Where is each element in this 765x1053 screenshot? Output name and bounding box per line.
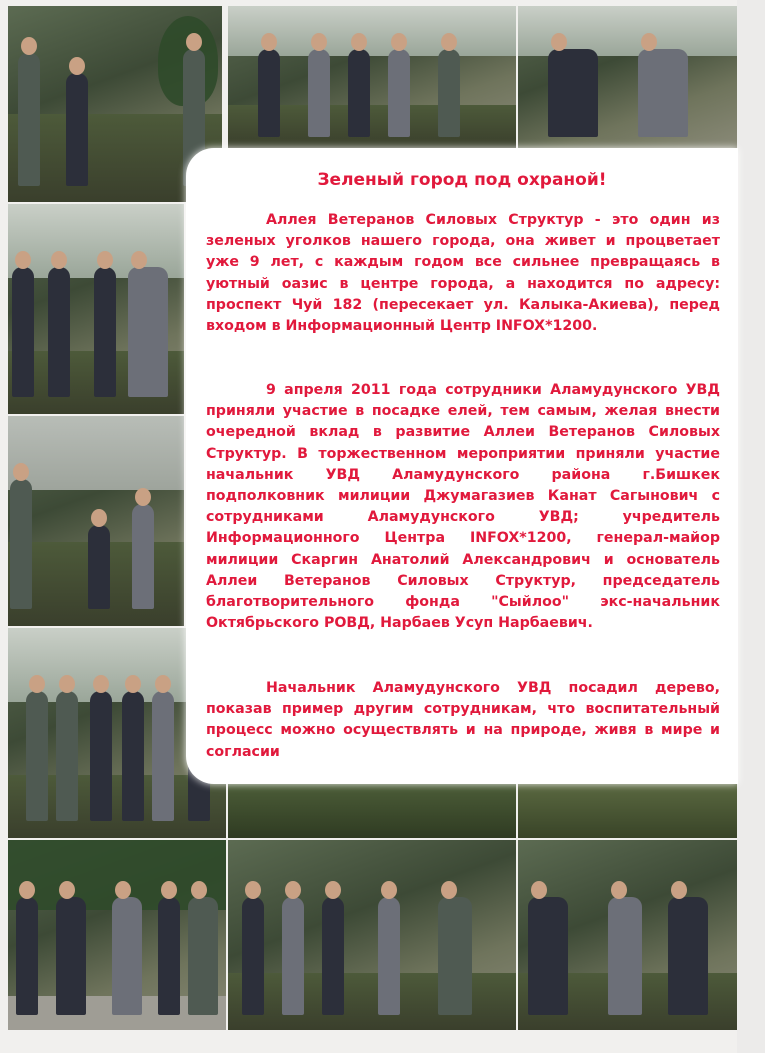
photo-garden-bottom-right: [518, 784, 740, 838]
article-title: Зеленый город под охраной!: [317, 170, 607, 190]
photo-planting-left-3: [8, 416, 184, 626]
article-paragraph-3: Начальник Аламудунского УВД посадил дерево, показав пример другим сотрудникам, что воспитательный процесс можно осуществлять и на природе, живя в мире и согласии: [206, 680, 720, 760]
page-edge: [737, 0, 765, 1053]
photo-group-bottom-middle: [228, 840, 516, 1030]
photo-group-top-middle: [228, 6, 516, 148]
photo-group-bottom-left: [8, 840, 226, 1030]
photo-garden-bottom-middle: [228, 784, 516, 838]
photo-group-bottom-right: [518, 840, 740, 1030]
article-paragraph-1: Аллея Ветеранов Силовых Структур - это один из зеленых уголков нашего города, она живет и процветает уже 9 лет, с каждым годом все сильнее превращаясь в уютный оазис в центре города, а находится по адресу: проспект Чуй 182 (пересекает ул. Калыка-Акиева), перед входом в Информационный Центр INFOX*1200.: [206, 212, 720, 335]
article-paragraph-2: 9 апреля 2011 года сотрудники Аламудунского УВД приняли участие в посадке елей, тем самым, желая внести очередной вклад в развитие Аллеи Ветеранов Силовых Структур. В торжественном мероприятии приняли участие начальник УВД Аламудунского района г.Бишкек подполковник милиции Джумагазиев Канат Сагынович с сотрудниками Аламудунского УВД; учредитель Информационного Центра INFOX*1200, генерал-майор милиции Скаргин Анатолий Александрович и основатель Аллеи Ветеранов Силовых Структур, председатель благотворительного фонда "Сыйлоо" экс-начальник Октябрьского РОВД, Нарбаев Усуп Нарбаевич.: [206, 382, 720, 632]
photo-two-men-top-right: [518, 6, 740, 148]
photo-group-left-2: [8, 204, 184, 414]
